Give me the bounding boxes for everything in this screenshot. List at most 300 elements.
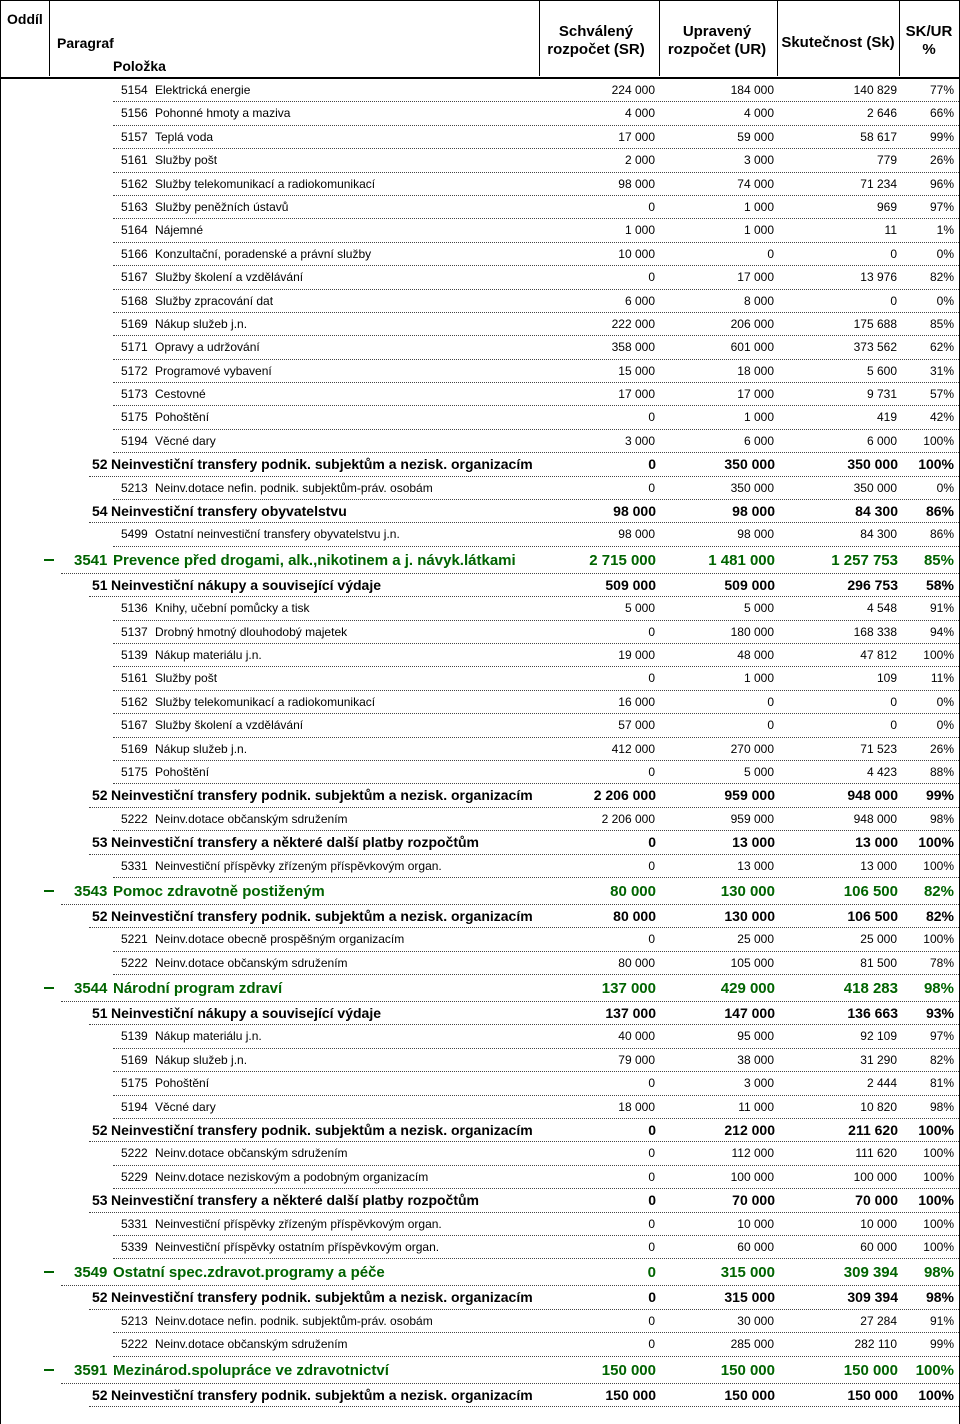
- cell-approved: 0: [648, 1313, 655, 1328]
- cell-percent: 31%: [929, 363, 954, 378]
- cell-actual: 150 000: [843, 1361, 898, 1379]
- cell-adjusted: 6 000: [743, 433, 774, 448]
- cell-name: Pohoštění: [155, 410, 210, 425]
- cell-actual: 0: [890, 293, 897, 308]
- cell-actual: 84 300: [855, 503, 898, 520]
- item-row: [1, 952, 959, 975]
- cell-name: Cestovné: [155, 387, 206, 402]
- cell-name: Opravy a udržování: [155, 340, 260, 355]
- cell-name: Neinvestiční příspěvky zřízeným příspěvkovým organ.: [155, 1216, 442, 1231]
- cell-name: Drobný hmotný dlouhodobý majetek: [155, 624, 348, 639]
- cell-actual: 92 109: [860, 1029, 897, 1044]
- item-row: [1, 1072, 959, 1095]
- cell-adjusted: 184 000: [730, 83, 774, 97]
- cell-adjusted: 17 000: [737, 387, 774, 402]
- header-approved-budget-line1: Schválený: [558, 23, 634, 40]
- cell-approved: 0: [648, 764, 655, 779]
- cell-actual: 350 000: [853, 480, 897, 495]
- cell-name: Konzultační, poradenské a právní služby: [155, 246, 372, 261]
- group-row: [1, 831, 959, 854]
- cell-adjusted: 212 000: [724, 1122, 775, 1139]
- cell-approved: 16 000: [618, 694, 655, 709]
- cell-approved: 19 000: [618, 647, 655, 662]
- group-row: [1, 1189, 959, 1212]
- cell-code: 5167: [121, 270, 148, 285]
- group-row: [1, 453, 959, 476]
- item-row: [1, 855, 959, 878]
- cell-adjusted: 150 000: [724, 1386, 775, 1403]
- cell-name: Neinv.dotace občanským sdružením: [155, 811, 348, 826]
- cell-approved: 0: [648, 932, 655, 947]
- cell-percent: 1%: [936, 223, 954, 238]
- group-row: [1, 1119, 959, 1142]
- cell-actual: 948 000: [853, 811, 897, 826]
- cell-actual: 106 500: [847, 907, 898, 924]
- cell-actual: 140 829: [853, 83, 897, 97]
- paragraf-row: [1, 975, 959, 1002]
- cell-code: 5339: [121, 1239, 148, 1254]
- cell-adjusted: 206 000: [730, 316, 774, 331]
- cell-adjusted: 180 000: [730, 624, 774, 639]
- item-row: [1, 243, 959, 266]
- cell-adjusted: 48 000: [737, 647, 774, 662]
- cell-name: Neinv.dotace občanským sdružením: [155, 955, 348, 970]
- cell-code: 5154: [121, 83, 148, 97]
- cell-approved: 358 000: [611, 340, 655, 355]
- item-row: [1, 1025, 959, 1048]
- item-row: [1, 290, 959, 313]
- cell-code: 5222: [121, 811, 148, 826]
- cell-code: 5139: [121, 1029, 148, 1044]
- cell-percent: 100%: [918, 1386, 954, 1403]
- cell-name: Národní program zdraví: [113, 980, 283, 998]
- cell-approved: 412 000: [611, 741, 655, 756]
- cell-adjusted: 130 000: [724, 907, 775, 924]
- cell-name: Neinv.dotace nefin. podnik. subjektům-práv. osobám: [155, 480, 433, 495]
- header-percent-line1: SK/UR: [905, 23, 953, 40]
- item-row: [1, 406, 959, 429]
- cell-code: 5161: [121, 153, 148, 168]
- header-adjusted-budget-line1: Upravený: [682, 23, 752, 40]
- cell-percent: 0%: [936, 246, 954, 261]
- item-row: [1, 714, 959, 737]
- cell-actual: 296 753: [847, 576, 898, 593]
- cell-percent: 66%: [929, 106, 954, 121]
- item-row: [1, 738, 959, 761]
- cell-adjusted: 1 000: [743, 671, 774, 686]
- cell-name: Neinvestiční transfery podnik. subjektům a nezisk. organizacím: [111, 907, 533, 924]
- cell-approved: 0: [648, 1169, 655, 1184]
- cell-name: Neinv.dotace občanským sdružením: [155, 1146, 348, 1161]
- cell-actual: 6 000: [866, 433, 897, 448]
- cell-code: 5222: [121, 1337, 148, 1352]
- group-row: [1, 500, 959, 523]
- cell-code: 5169: [121, 741, 148, 756]
- cell-name: Služby zpracování dat: [155, 293, 274, 308]
- cell-code: 5156: [121, 106, 148, 121]
- cell-name: Neinvestiční nákupy a související výdaje: [111, 576, 382, 593]
- cell-percent: 100%: [923, 932, 954, 947]
- cell-approved: 0: [648, 1216, 655, 1231]
- cell-approved: 0: [648, 1337, 655, 1352]
- header-adjusted-budget: [661, 23, 773, 59]
- cell-adjusted: 509 000: [724, 576, 775, 593]
- cell-approved: 0: [648, 671, 655, 686]
- cell-name: Nájemné: [155, 223, 204, 238]
- cell-percent: 100%: [923, 1146, 954, 1161]
- item-row: [1, 597, 959, 620]
- cell-approved: 18 000: [618, 1099, 655, 1114]
- cell-actual: 282 110: [854, 1337, 897, 1352]
- cell-adjusted: 285 000: [730, 1337, 774, 1352]
- cell-name: Neinvestiční transfery obyvatelstvu: [111, 503, 347, 520]
- cell-approved: 2 000: [624, 153, 655, 168]
- cell-actual: 779: [876, 153, 897, 168]
- cell-approved: 1 000: [624, 223, 655, 238]
- cell-percent: 81%: [929, 1076, 954, 1091]
- cell-code: 3591: [74, 1361, 108, 1379]
- cell-percent: 100%: [915, 1361, 954, 1379]
- cell-adjusted: 147 000: [724, 1005, 775, 1022]
- section-dash: [44, 1369, 54, 1371]
- cell-code: 5222: [121, 1146, 148, 1161]
- cell-name: Služby telekomunikací a radiokomunikací: [155, 694, 376, 709]
- cell-percent: 98%: [923, 980, 954, 998]
- cell-adjusted: 1 000: [743, 199, 774, 214]
- cell-percent: 82%: [929, 1052, 954, 1067]
- cell-adjusted: 38 000: [737, 1052, 774, 1067]
- group-row: [1, 574, 959, 597]
- paragraf-row: [1, 1357, 959, 1384]
- cell-name: Věcné dary: [155, 1099, 216, 1114]
- cell-adjusted: 3 000: [743, 153, 774, 168]
- cell-actual: 84 300: [860, 527, 897, 542]
- item-row: [1, 1213, 959, 1236]
- cell-approved: 80 000: [613, 907, 656, 924]
- cell-percent: 98%: [923, 1264, 954, 1282]
- cell-name: Pohoštění: [155, 764, 210, 779]
- cell-code: 5139: [121, 647, 148, 662]
- item-row: [1, 691, 959, 714]
- cell-code: 5222: [121, 955, 148, 970]
- cell-percent: 26%: [929, 741, 954, 756]
- cell-adjusted: 112 000: [731, 1146, 774, 1161]
- cell-percent: 98%: [929, 1099, 954, 1114]
- cell-actual: 418 283: [843, 980, 898, 998]
- cell-code: 53: [92, 834, 108, 851]
- cell-approved: 79 000: [618, 1052, 655, 1067]
- item-row: [1, 196, 959, 219]
- cell-name: Neinvestiční transfery podnik. subjektům a nezisk. organizacím: [111, 1386, 533, 1403]
- cell-adjusted: 11 000: [738, 1099, 774, 1114]
- cell-actual: 2 444: [866, 1076, 897, 1091]
- cell-approved: 5 000: [624, 601, 655, 616]
- cell-percent: 0%: [936, 718, 954, 733]
- cell-approved: 0: [648, 1076, 655, 1091]
- header-paragraf: Paragraf: [57, 35, 114, 51]
- cell-adjusted: 1 000: [743, 223, 774, 238]
- cell-actual: 13 976: [860, 270, 897, 285]
- cell-name: Neinv.dotace neziskovým a podobným organizacím: [155, 1169, 429, 1184]
- cell-code: 52: [92, 1386, 108, 1403]
- cell-code: 3549: [74, 1264, 108, 1282]
- cell-adjusted: 59 000: [737, 129, 774, 144]
- cell-approved: 150 000: [605, 1386, 656, 1403]
- item-row: [1, 360, 959, 383]
- cell-code: 51: [92, 1005, 108, 1022]
- cell-code: 5172: [121, 363, 148, 378]
- cell-actual: 9 731: [866, 387, 897, 402]
- cell-code: 5136: [121, 601, 148, 616]
- cell-percent: 100%: [918, 1192, 954, 1209]
- cell-adjusted: 25 000: [737, 932, 774, 947]
- item-row: [1, 1333, 959, 1356]
- cell-percent: 85%: [923, 551, 954, 569]
- cell-percent: 100%: [923, 1239, 954, 1254]
- cell-name: Neinvestiční transfery podnik. subjektům a nezisk. organizacím: [111, 787, 533, 804]
- group-row: [1, 1002, 959, 1025]
- section-dash: [44, 987, 54, 989]
- cell-approved: 0: [648, 410, 655, 425]
- cell-approved: 17 000: [618, 129, 655, 144]
- cell-actual: 10 820: [860, 1099, 897, 1114]
- cell-code: 52: [92, 1289, 108, 1306]
- cell-approved: 222 000: [611, 316, 655, 331]
- cell-code: 5164: [121, 223, 148, 238]
- item-row: [1, 523, 959, 546]
- group-row: [1, 1286, 959, 1309]
- cell-percent: 82%: [923, 882, 954, 900]
- cell-actual: 11: [884, 223, 897, 238]
- cell-adjusted: 4 000: [743, 106, 774, 121]
- cell-actual: 1 257 753: [831, 551, 898, 569]
- cell-actual: 60 000: [860, 1239, 897, 1254]
- cell-name: Neinv.dotace nefin. podnik. subjektům-práv. osobám: [155, 1313, 433, 1328]
- cell-code: 5194: [121, 1099, 148, 1114]
- cell-percent: 98%: [929, 811, 954, 826]
- header-oddil: Oddíl: [7, 11, 43, 27]
- cell-name: Ostatní spec.zdravot.programy a péče: [113, 1264, 385, 1282]
- cell-actual: 150 000: [847, 1386, 898, 1403]
- cell-actual: 373 562: [853, 340, 897, 355]
- cell-name: Prevence před drogami, alk.,nikotinem a j. návyk.látkami: [113, 551, 516, 569]
- cell-name: Nákup materiálu j.n.: [155, 1029, 262, 1044]
- cell-actual: 31 290: [860, 1052, 897, 1067]
- cell-actual: 419: [876, 410, 897, 425]
- cell-approved: 17 000: [618, 387, 655, 402]
- cell-name: Neinvestiční transfery podnik. subjektům a nezisk. organizacím: [111, 1122, 533, 1139]
- cell-approved: 40 000: [618, 1029, 655, 1044]
- table-body: [1, 79, 959, 1407]
- cell-actual: 309 394: [843, 1264, 898, 1282]
- cell-percent: 98%: [925, 1289, 954, 1306]
- cell-approved: 137 000: [601, 980, 656, 998]
- cell-adjusted: 17 000: [737, 270, 774, 285]
- cell-percent: 0%: [936, 293, 954, 308]
- cell-adjusted: 13 000: [737, 858, 774, 873]
- header-polozka: Položka: [113, 58, 166, 74]
- cell-adjusted: 0: [767, 694, 774, 709]
- cell-code: 5162: [121, 694, 148, 709]
- cell-approved: 15 000: [618, 363, 655, 378]
- cell-percent: 96%: [929, 176, 954, 191]
- cell-name: Nákup služeb j.n.: [155, 1052, 248, 1067]
- cell-name: Neinvestiční transfery podnik. subjektům a nezisk. organizacím: [111, 456, 533, 473]
- cell-percent: 26%: [929, 153, 954, 168]
- cell-percent: 100%: [923, 858, 954, 873]
- cell-adjusted: 130 000: [720, 882, 775, 900]
- cell-approved: 0: [648, 1146, 655, 1161]
- cell-adjusted: 350 000: [724, 456, 775, 473]
- cell-adjusted: 315 000: [724, 1289, 775, 1306]
- cell-adjusted: 3 000: [743, 1076, 774, 1091]
- cell-name: Neinvestiční transfery a některé další platby rozpočtům: [111, 1192, 480, 1209]
- cell-code: 5213: [121, 480, 148, 495]
- cell-adjusted: 13 000: [732, 834, 775, 851]
- cell-percent: 82%: [929, 270, 954, 285]
- cell-actual: 25 000: [860, 932, 897, 947]
- cell-percent: 57%: [929, 387, 954, 402]
- cell-name: Neinvestiční příspěvky ostatním příspěvkovým organ.: [155, 1239, 440, 1254]
- cell-actual: 70 000: [855, 1192, 898, 1209]
- cell-actual: 0: [890, 246, 897, 261]
- cell-percent: 100%: [918, 834, 954, 851]
- cell-adjusted: 429 000: [720, 980, 775, 998]
- cell-name: Pohonné hmoty a maziva: [155, 106, 291, 121]
- cell-actual: 71 234: [860, 176, 897, 191]
- cell-approved: 0: [648, 1239, 655, 1254]
- cell-actual: 10 000: [860, 1216, 897, 1231]
- cell-name: Služby pošt: [155, 153, 218, 168]
- cell-percent: 97%: [929, 199, 954, 214]
- cell-adjusted: 10 000: [737, 1216, 774, 1231]
- cell-percent: 82%: [925, 907, 954, 924]
- cell-name: Nákup materiálu j.n.: [155, 647, 262, 662]
- cell-percent: 86%: [929, 527, 954, 542]
- cell-actual: 350 000: [847, 456, 898, 473]
- cell-code: 5137: [121, 624, 148, 639]
- cell-code: 5162: [121, 176, 148, 191]
- cell-code: 5194: [121, 433, 148, 448]
- cell-actual: 948 000: [847, 787, 898, 804]
- cell-percent: 0%: [936, 480, 954, 495]
- cell-name: Pomoc zdravotně postiženým: [113, 882, 325, 900]
- paragraf-row: [1, 1259, 959, 1286]
- cell-code: 5499: [121, 527, 148, 542]
- cell-code: 5171: [121, 340, 148, 355]
- header-approved-budget-line2: rozpočet (SR): [547, 41, 645, 58]
- cell-actual: 0: [890, 694, 897, 709]
- cell-adjusted: 105 000: [730, 955, 774, 970]
- cell-percent: 42%: [929, 410, 954, 425]
- cell-code: 5175: [121, 1076, 148, 1091]
- cell-adjusted: 8 000: [743, 293, 774, 308]
- cell-actual: 4 548: [866, 601, 897, 616]
- cell-percent: 100%: [923, 1216, 954, 1231]
- cell-name: Nákup služeb j.n.: [155, 741, 248, 756]
- cell-actual: 71 523: [860, 741, 897, 756]
- item-row: [1, 1049, 959, 1072]
- cell-name: Neinvestiční nákupy a související výdaje: [111, 1005, 382, 1022]
- table-header: [1, 0, 959, 79]
- cell-approved: 80 000: [618, 955, 655, 970]
- header-adjusted-budget-line2: rozpočet (UR): [667, 41, 767, 58]
- cell-adjusted: 959 000: [730, 811, 774, 826]
- cell-adjusted: 98 000: [737, 527, 774, 542]
- cell-approved: 0: [647, 1264, 656, 1282]
- cell-name: Služby telekomunikací a radiokomunikací: [155, 176, 376, 191]
- item-row: [1, 79, 959, 102]
- item-row: [1, 1236, 959, 1259]
- cell-code: 52: [92, 907, 108, 924]
- header-divider: [777, 1, 778, 76]
- item-row: [1, 313, 959, 336]
- paragraf-row: [1, 878, 959, 905]
- cell-code: 5173: [121, 387, 148, 402]
- cell-adjusted: 5 000: [743, 601, 774, 616]
- cell-code: 5213: [121, 1313, 148, 1328]
- cell-name: Pohoštění: [155, 1076, 210, 1091]
- cell-code: 5163: [121, 199, 148, 214]
- paragraf-row: [1, 547, 959, 574]
- cell-code: 5221: [121, 932, 148, 947]
- cell-code: 5157: [121, 129, 148, 144]
- section-dash: [44, 890, 54, 892]
- cell-name: Mezinárod.spolupráce ve zdravotnictví: [113, 1361, 389, 1379]
- cell-approved: 57 000: [618, 718, 655, 733]
- header-divider: [899, 1, 900, 76]
- cell-percent: 91%: [929, 1313, 954, 1328]
- cell-percent: 99%: [925, 787, 954, 804]
- cell-approved: 10 000: [618, 246, 655, 261]
- cell-adjusted: 60 000: [737, 1239, 774, 1254]
- cell-approved: 6 000: [624, 293, 655, 308]
- cell-code: 3544: [74, 980, 108, 998]
- cell-code: 52: [92, 787, 108, 804]
- item-row: [1, 1142, 959, 1165]
- cell-code: 5331: [121, 1216, 148, 1231]
- item-row: [1, 477, 959, 500]
- header-divider: [49, 1, 50, 76]
- cell-approved: 137 000: [605, 1005, 656, 1022]
- cell-percent: 97%: [929, 1029, 954, 1044]
- cell-code: 54: [92, 503, 108, 520]
- item-row: [1, 1096, 959, 1119]
- cell-name: Nákup služeb j.n.: [155, 316, 248, 331]
- cell-code: 5167: [121, 718, 148, 733]
- cell-actual: 0: [890, 718, 897, 733]
- cell-actual: 168 338: [853, 624, 897, 639]
- header-percent: [899, 23, 959, 59]
- cell-percent: 100%: [923, 1169, 954, 1184]
- cell-actual: 211 620: [848, 1122, 898, 1139]
- item-row: [1, 667, 959, 690]
- cell-code: 5169: [121, 1052, 148, 1067]
- cell-adjusted: 315 000: [720, 1264, 775, 1282]
- cell-adjusted: 0: [767, 718, 774, 733]
- cell-percent: 58%: [925, 576, 954, 593]
- cell-adjusted: 70 000: [732, 1192, 775, 1209]
- cell-adjusted: 18 000: [737, 363, 774, 378]
- cell-name: Programové vybavení: [155, 363, 272, 378]
- cell-adjusted: 959 000: [724, 787, 775, 804]
- cell-percent: 99%: [929, 129, 954, 144]
- cell-percent: 85%: [929, 316, 954, 331]
- cell-adjusted: 350 000: [730, 480, 774, 495]
- cell-adjusted: 1 000: [743, 410, 774, 425]
- cell-code: 51: [92, 576, 108, 593]
- cell-name: Teplá voda: [155, 129, 214, 144]
